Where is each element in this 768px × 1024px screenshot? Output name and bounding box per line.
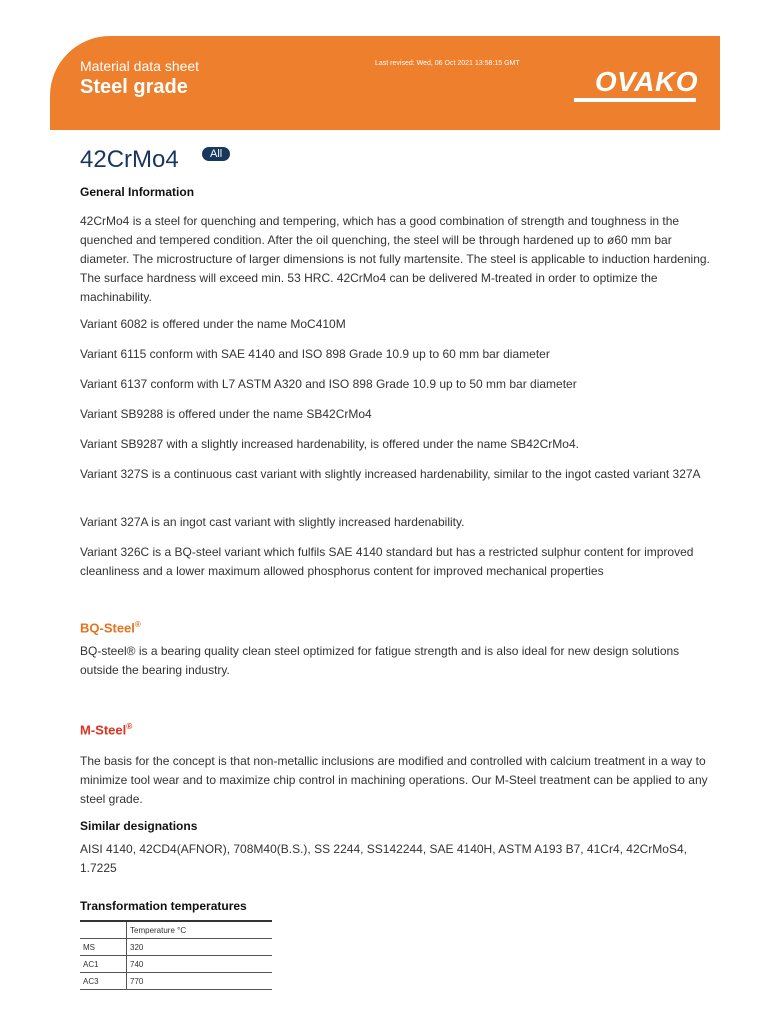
variant-6115: Variant 6115 conform with SAE 4140 and ISO 898 Grade 10.9 up to 60 mm bar diameter — [80, 347, 550, 361]
transformation-table — [80, 920, 272, 990]
bq-text: BQ-steel® is a bearing quality clean steel optimized for fatigue strength and is also ideal for new design solutions outside the bearing industry. — [80, 644, 680, 677]
doc-subtitle: Material data sheet — [80, 58, 200, 74]
row-label: AC1 — [80, 956, 127, 973]
variant-sb9288: Variant SB9288 is offered under the name SB42CrMo4 — [80, 407, 372, 421]
table-row — [80, 956, 272, 973]
variant-327a: Variant 327A is an ingot cast variant with slightly increased hardenability. — [80, 515, 465, 529]
variant-sb9287: Variant SB9287 with a slightly increased hardenability, is offered under the name SB42CrMo4. — [80, 437, 579, 451]
grade-name: 42CrMo4 — [80, 146, 179, 173]
msteel-text: The basis for the concept is that non-metallic inclusions are modified and controlled with calcium treatment in a way to minimize tool wear and to maximize chip control in machining operations. Our M-Steel treatment can be applied to any steel grade. — [80, 754, 708, 806]
msteel-heading: M-Steel® — [80, 722, 133, 738]
last-revised: Last revised: Wed, 06 Oct 2021 13:58:15 GMT — [375, 60, 520, 67]
column-header: Temperature °C — [127, 921, 273, 939]
header-banner — [50, 36, 720, 130]
row-value: 320 — [127, 939, 273, 956]
table-header-row — [80, 921, 272, 939]
table-row — [80, 973, 272, 990]
variant-6082: Variant 6082 is offered under the name MoC410M — [80, 317, 346, 331]
table-row — [80, 939, 272, 956]
row-label: AC3 — [80, 973, 127, 990]
ovako-logo: OVAKO — [594, 66, 698, 97]
similar-text: AISI 4140, 42CD4(AFNOR), 708M40(B.S.), SS 2244, SS142244, SAE 4140H, ASTM A193 B7, 41Cr4, 42CrMoS4, 1.7225 — [80, 842, 687, 875]
grade-badge[interactable]: All — [202, 147, 230, 161]
general-text: 42CrMo4 is a steel for quenching and tempering, which has a good combination of strength and toughness in the quenched and tempered condition. After the oil quenching, the steel will be through hardened up to ø60 mm bar diameter. The microstructure of larger dimensions is not fully martensite. The steel is applicable to induction hardening. The surface hardness will exceed min. 53 HRC. 42CrMo4 can be delivered M-treated in order to optimize the machinability. — [80, 214, 710, 304]
transformation-heading: Transformation temperatures — [80, 899, 247, 913]
row-value: 770 — [127, 973, 273, 990]
row-value: 740 — [127, 956, 273, 973]
doc-title: Steel grade — [80, 76, 188, 98]
general-heading: General Information — [80, 185, 195, 199]
variant-6137: Variant 6137 conform with L7 ASTM A320 and ISO 898 Grade 10.9 up to 50 mm bar diameter — [80, 377, 577, 391]
row-label: MS — [80, 939, 127, 956]
variant-327s: Variant 327S is a continuous cast variant with slightly increased hardenability, similar to the ingot casted variant 327A — [80, 467, 701, 481]
similar-heading: Similar designations — [80, 819, 198, 833]
variant-326c: Variant 326C is a BQ-steel variant which fulfils SAE 4140 standard but has a restricted sulphur content for improved cleanliness and a lower maximum allowed phosphorus content for improved mechanical properties — [80, 545, 694, 578]
logo-underline — [574, 98, 696, 102]
bq-heading: BQ-Steel® — [80, 620, 141, 636]
